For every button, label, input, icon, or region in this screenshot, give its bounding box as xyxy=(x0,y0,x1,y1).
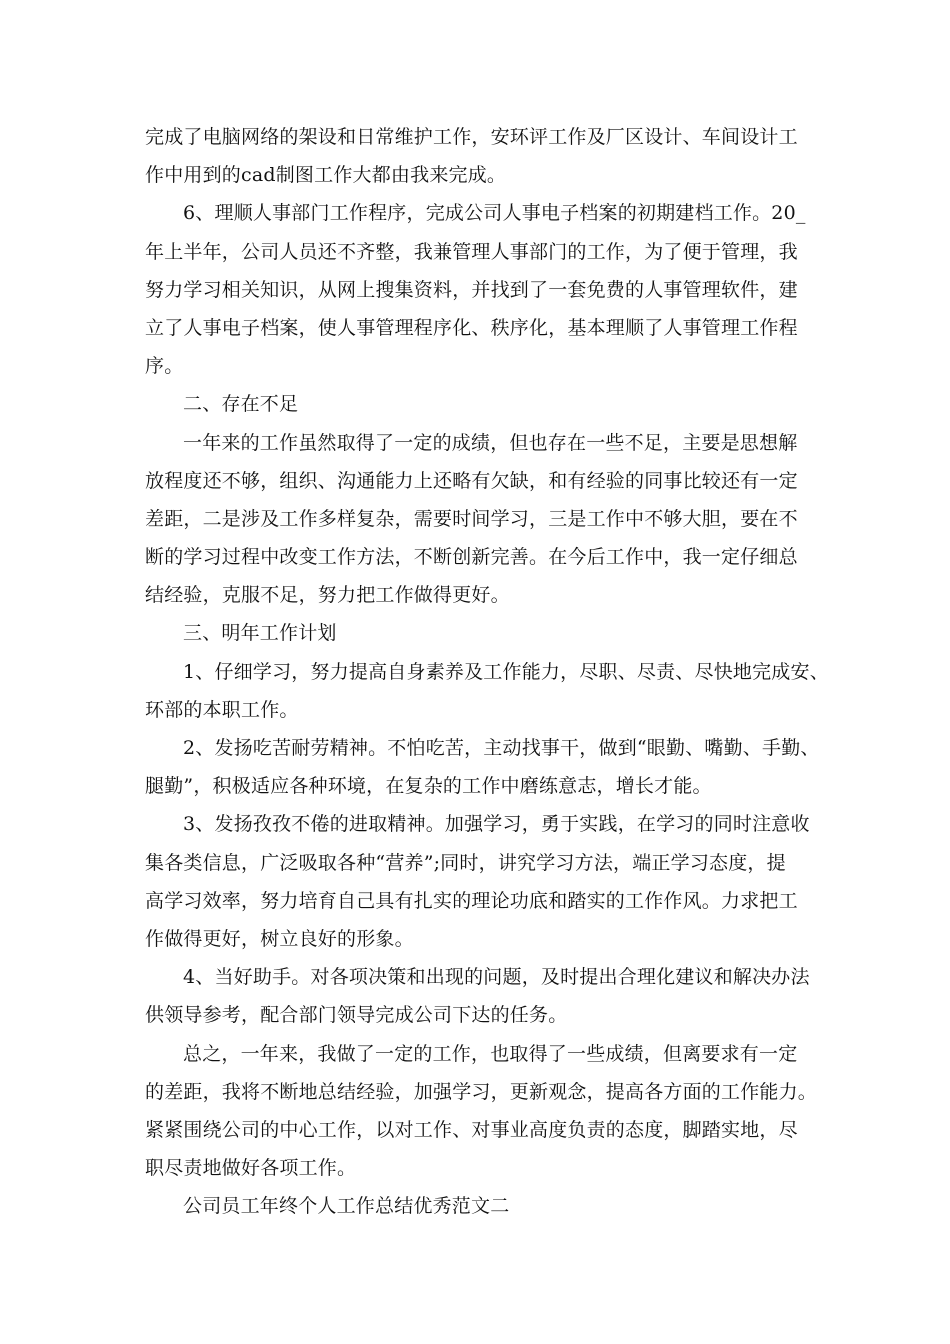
text-line: 高学习效率，努力培育自己具有扎实的理论功底和踏实的工作作风。力求把工 xyxy=(145,889,798,912)
text-line: 结经验，克服不足，努力把工作做得更好。 xyxy=(145,584,510,607)
text-line: 环部的本职工作。 xyxy=(145,698,299,721)
text-line: 作中用到的cad制图工作大都由我来完成。 xyxy=(145,164,507,187)
text-line: 公司员工年终个人工作总结优秀范文二 xyxy=(183,1195,510,1218)
text-line: 差距，二是涉及工作多样复杂，需要时间学习，三是工作中不够大胆，要在不 xyxy=(145,507,798,530)
text-line: 年上半年，公司人员还不齐整，我兼管理人事部门的工作，为了便于管理，我 xyxy=(145,240,798,263)
text-line: 二、存在不足 xyxy=(183,393,299,416)
text-line: 4、当好助手。对各项决策和出现的问题，及时提出合理化建议和解决办法 xyxy=(183,966,810,989)
text-line: 序。 xyxy=(145,355,184,378)
text-line: 一年来的工作虽然取得了一定的成绩，但也存在一些不足，主要是思想解 xyxy=(183,431,798,454)
text-line: 职尽责地做好各项工作。 xyxy=(145,1157,357,1180)
text-line: 集各类信息，广泛吸取各种“营养”;同时，讲究学习方法，端正学习态度，提 xyxy=(145,851,786,874)
text-line: 三、明年工作计划 xyxy=(183,622,337,645)
text-line: 供领导参考，配合部门领导完成公司下达的任务。 xyxy=(145,1004,568,1027)
text-line: 6、理顺人事部门工作程序，完成公司人事电子档案的初期建档工作。20_ xyxy=(183,202,806,225)
text-line: 腿勤”，积极适应各种环境，在复杂的工作中磨练意志，增长才能。 xyxy=(145,775,712,798)
text-line: 努力学习相关知识，从网上搜集资料，并找到了一套免费的人事管理软件，建 xyxy=(145,278,798,301)
text-line: 立了人事电子档案，使人事管理程序化、秩序化，基本理顺了人事管理工作程 xyxy=(145,316,798,339)
document-body xyxy=(145,118,835,1225)
text-line: 放程度还不够，组织、沟通能力上还略有欠缺，和有经验的同事比较还有一定 xyxy=(145,469,798,492)
text-line: 2、发扬吃苦耐劳精神。不怕吃苦，主动找事干，做到“眼勤、嘴勤、手勤、 xyxy=(183,737,820,759)
text-line: 作做得更好，树立良好的形象。 xyxy=(145,927,414,950)
text-line: 完成了电脑网络的架设和日常维护工作，安环评工作及厂区设计、车间设计工 xyxy=(145,126,798,148)
text-line: 的差距，我将不断地总结经验，加强学习，更新观念，提高各方面的工作能力。 xyxy=(145,1080,818,1103)
text-line: 紧紧围绕公司的中心工作，以对工作、对事业高度负责的态度，脚踏实地，尽 xyxy=(145,1118,798,1141)
text-line: 3、发扬孜孜不倦的进取精神。加强学习，勇于实践，在学习的同时注意收 xyxy=(183,813,810,836)
text-line: 1、仔细学习，努力提高自身素养及工作能力，尽职、尽责、尽快地完成安、 xyxy=(183,660,829,683)
text-line: 断的学习过程中改变工作方法，不断创新完善。在今后工作中，我一定仔细总 xyxy=(145,546,798,569)
text-line: 总之，一年来，我做了一定的工作，也取得了一些成绩，但离要求有一定 xyxy=(183,1042,798,1065)
